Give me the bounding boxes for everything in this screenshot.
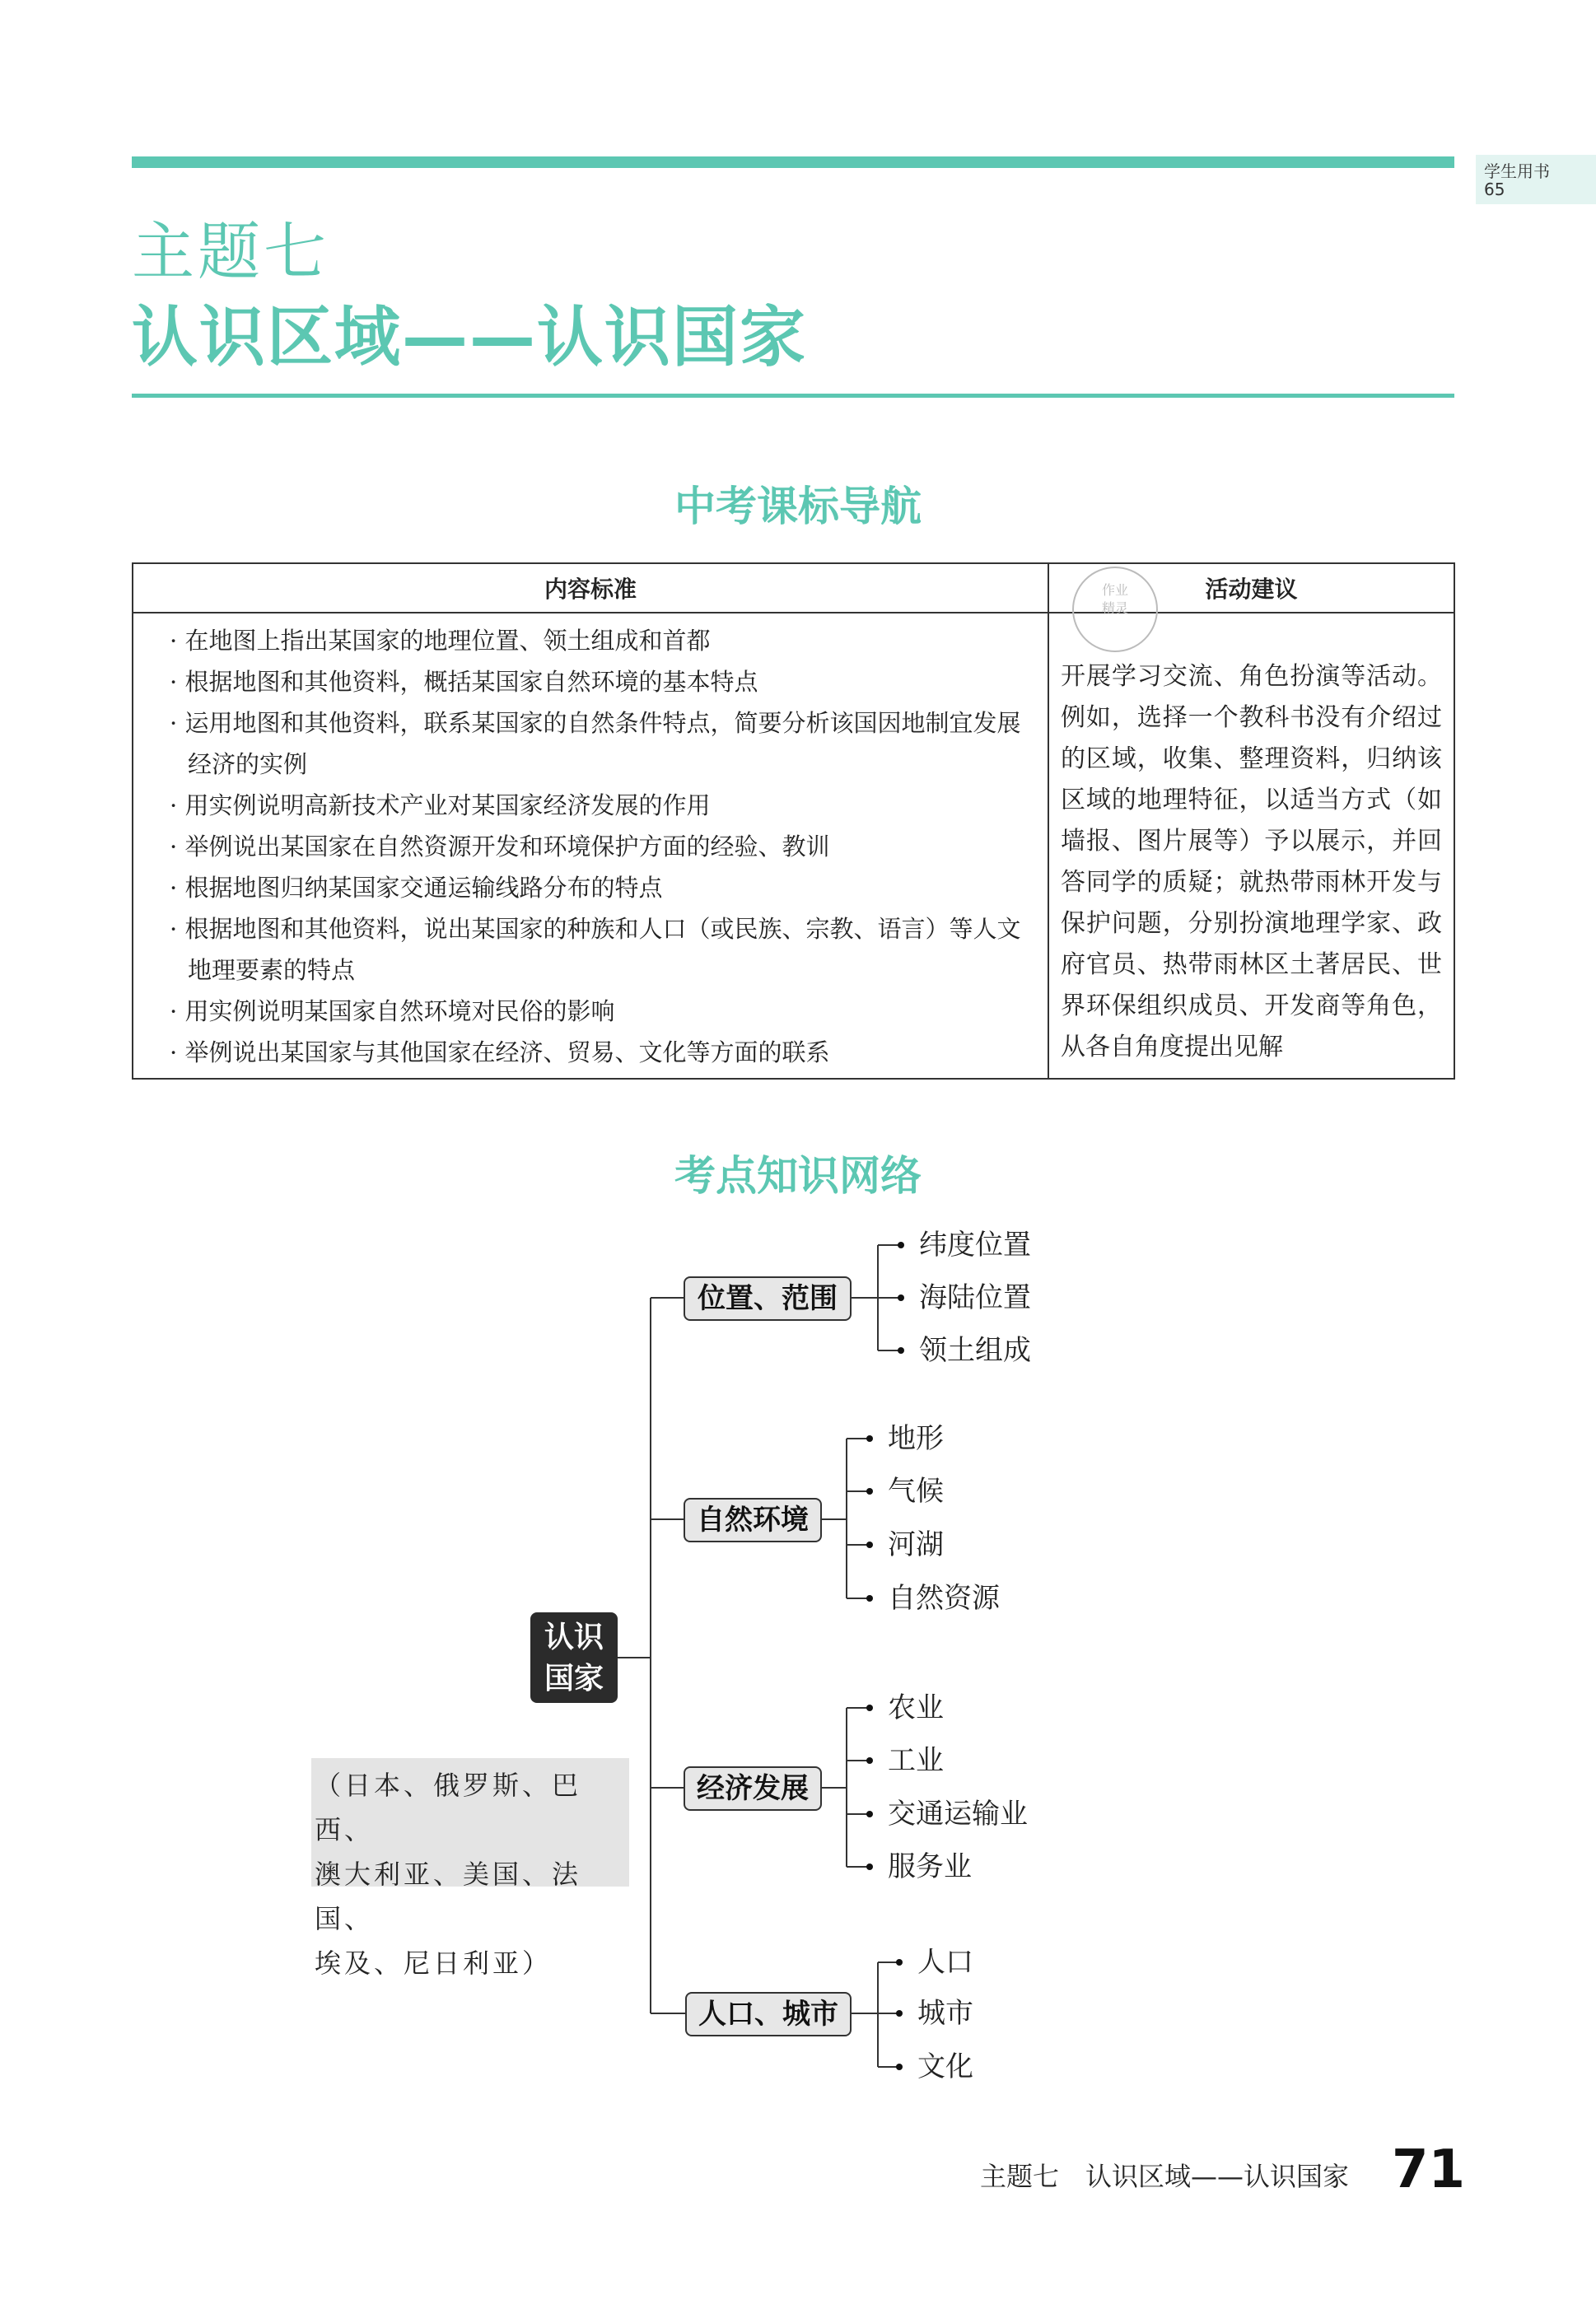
page-title: 认识区域——认识国家 — [132, 299, 807, 376]
branch-population-city: 人口、城市 — [685, 1992, 852, 2036]
branch-location-scope: 位置、范围 — [684, 1276, 852, 1321]
column-header-content: 内容标准 — [133, 563, 1048, 613]
leaf-item: 交通运输业 — [888, 1798, 1028, 1831]
watermark-stamp: 作业 精灵 — [1072, 567, 1158, 652]
standard-item: · 在地图上指出某国家的地理位置、领土组成和首都 — [170, 627, 711, 655]
standard-item: · 用实例说明某国家自然环境对民俗的影响 — [170, 997, 615, 1025]
leaf-item: 工业 — [888, 1744, 944, 1777]
side-tag-page: 65 — [1484, 180, 1505, 199]
leaf-item: 农业 — [888, 1691, 944, 1724]
branch-economic-development: 经济发展 — [684, 1766, 822, 1811]
leaf-item: 文化 — [917, 2050, 973, 2083]
leaf-item: 海陆位置 — [919, 1281, 1031, 1314]
leaf-item: 河湖 — [888, 1528, 944, 1561]
country-list-note: （日本、俄罗斯、巴西、 澳大利亚、美国、法国、 埃及、尼日利亚） — [311, 1758, 629, 1887]
footer-chapter-title: 主题七 认识区域——认识国家 — [980, 2161, 1350, 2192]
section-title-knowledge-network: 考点知识网络 — [674, 1152, 922, 1200]
standard-item: · 根据地图和其他资料，说出某国家的种族和人口（或民族、宗教、语言）等人文地理要素的特点 — [170, 915, 1021, 984]
page-number: 71 — [1392, 2139, 1466, 2200]
standard-item: · 举例说出某国家与其他国家在经济、贸易、文化等方面的联系 — [170, 1038, 830, 1066]
standard-item: · 用实例说明高新技术产业对某国家经济发展的作用 — [170, 791, 711, 819]
standard-item: · 根据地图归纳某国家交通运输线路分布的特点 — [170, 874, 663, 902]
column-header-activity: 活动建议 — [1048, 563, 1454, 613]
leaf-item: 人口 — [917, 1946, 973, 1979]
leaf-item: 自然资源 — [888, 1582, 1000, 1615]
standard-item: · 举例说出某国家在自然资源开发和环境保护方面的经验、教训 — [170, 833, 830, 861]
leaf-item: 纬度位置 — [919, 1229, 1031, 1262]
leaf-item: 领土组成 — [919, 1334, 1031, 1367]
branch-natural-environment: 自然环境 — [684, 1498, 822, 1542]
leaf-item: 地形 — [888, 1422, 944, 1455]
side-tag-label: 学生用书 — [1484, 161, 1550, 181]
section-title-curriculum: 中考课标导航 — [674, 483, 922, 530]
leaf-item: 城市 — [917, 1997, 973, 2030]
standard-item: · 根据地图和其他资料，概括某国家自然环境的基本特点 — [170, 668, 758, 696]
mindmap-root-node: 认识 国家 — [530, 1612, 618, 1703]
activity-suggestion-cell: 开展学习交流、角色扮演等活动。例如，选择一个教科书没有介绍过的区域，收集、整理资料，归纳该区域的地理特征，以适当方式（如墙报、图片展等）予以展示，并回答同学的质疑；就热带雨林开发与保护问题，分别扮演地理学家、政府官员、热带雨林区土著居民、世界环保组织成员、开发商等角色，从各自角度提出见解 — [1048, 613, 1454, 1079]
standard-item: · 运用地图和其他资料，联系某国家的自然条件特点，简要分析该国因地制宜发展经济的实例 — [170, 709, 1021, 778]
leaf-item: 气候 — [888, 1475, 944, 1508]
theme-label: 主题七 — [132, 215, 329, 288]
leaf-item: 服务业 — [888, 1850, 972, 1883]
